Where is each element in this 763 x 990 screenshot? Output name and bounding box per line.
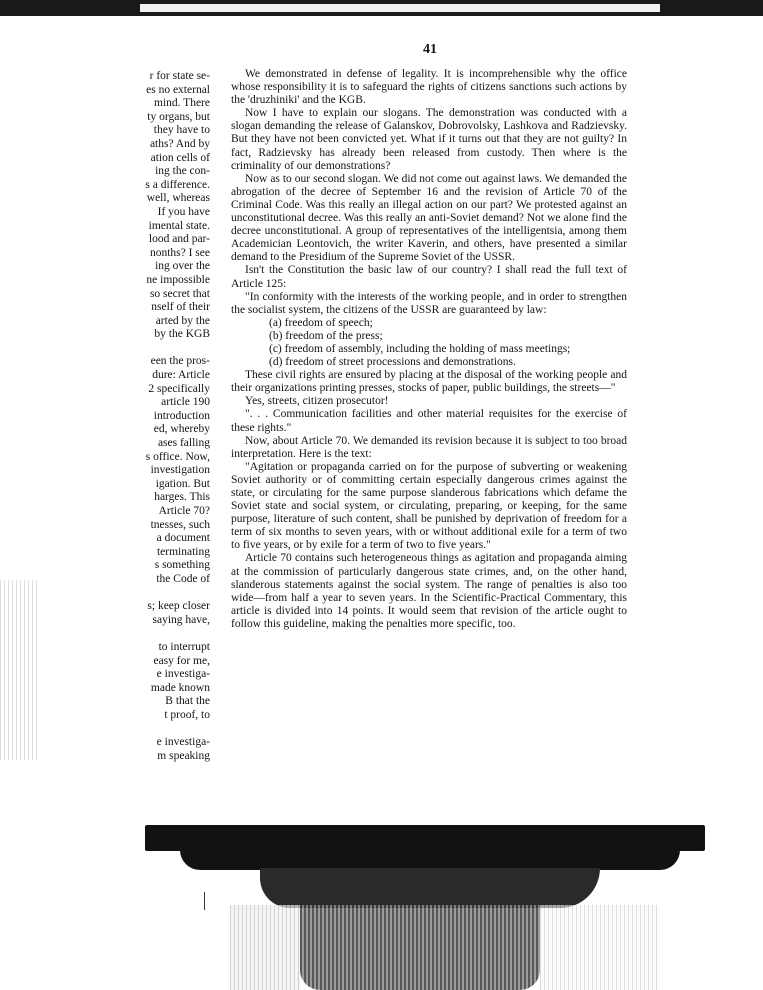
paragraph: We demonstrated in defense of legality. It is incomprehensible why the office whose responsibility it is to safeguard the rights of citizens sanctions such actions by the 'druzhiniki' and the KGB. <box>231 68 627 107</box>
left-column-line: ty organs, but <box>147 110 210 123</box>
left-column-gap <box>140 342 210 356</box>
left-column-line: e investiga- <box>156 736 210 749</box>
left-column-line: ne impossible <box>146 273 210 286</box>
scan-top-border-gap <box>140 4 660 12</box>
left-column-line: saying have, <box>152 613 210 626</box>
left-column-line: r for state se- <box>149 70 210 82</box>
paragraph: ". . . Communication facilities and other material requisites for the exercise of these rights." <box>231 408 627 434</box>
left-column-line: Article 70? <box>158 505 210 517</box>
left-column-line: nonths? I see <box>149 246 210 259</box>
left-column-line: e investiga- <box>156 668 210 681</box>
list-item: (a) freedom of speech; <box>269 316 373 329</box>
paragraph: Now, about Article 70. We demanded its revision because it is subject to too broad interpretation. Here is the text: <box>231 434 627 460</box>
left-column-line: made known <box>150 681 210 694</box>
left-column-line: t proof, to <box>164 708 210 721</box>
left-column-gap <box>140 627 210 641</box>
left-column-line: investigation <box>150 464 210 477</box>
left-column-line: well, whereas <box>146 192 210 205</box>
smear-streak <box>230 905 300 990</box>
left-column-line: ing over the <box>155 260 210 273</box>
paragraph: Isn't the Constitution the basic law of our country? I shall read the full text of Article 125: <box>231 264 627 290</box>
left-column-line: aths? And by <box>149 137 210 150</box>
left-column-line: nself of their <box>151 301 210 314</box>
list-item: (b) freedom of the press; <box>269 329 383 342</box>
left-column-line: s something <box>154 559 210 572</box>
left-column-line: ation cells of <box>150 151 210 164</box>
left-column-line: a document <box>156 532 210 545</box>
left-column-line: article 190 <box>161 396 210 409</box>
list-item: (d) freedom of street processions and demonstrations. <box>269 356 516 369</box>
left-column-gap <box>140 587 210 601</box>
left-column-line: es no external <box>146 83 210 96</box>
paragraph: These civil rights are ensured by placing at the disposal of the working people and their organizations printing presses, stocks of paper, public buildings, the streets—" <box>231 369 627 395</box>
left-column-line: s a difference. <box>145 178 210 191</box>
page-number: 41 <box>423 42 437 57</box>
paragraph: "In conformity with the interests of the working people, and in order to strengthen the socialist system, the citizens of the USSR are guaranteed by law: <box>231 290 627 316</box>
left-column-line: easy for me, <box>153 654 210 667</box>
left-column-line: ases falling <box>157 437 210 450</box>
left-column-line: so secret that <box>149 287 210 300</box>
left-column-line: B that the <box>165 695 210 708</box>
left-column-line: terminating <box>156 545 210 558</box>
left-column-line: the Code of <box>156 572 210 585</box>
left-column-line: ed, whereby <box>153 423 210 436</box>
scan-top-border <box>0 0 763 16</box>
left-column-line: mind. There <box>154 97 210 110</box>
left-column-line: lood and par- <box>148 233 210 246</box>
left-column-line: dure: Article <box>152 369 210 382</box>
scan-bottom-smear <box>0 780 763 990</box>
left-column-line: m speaking <box>157 749 210 762</box>
smear-band <box>260 868 600 908</box>
smear-streak <box>540 905 660 990</box>
left-column-line: arted by the <box>155 314 210 327</box>
left-column-line: If you have <box>157 205 210 218</box>
left-column-line: 2 specifically <box>148 382 210 395</box>
left-column-line: harges. This <box>154 491 210 504</box>
left-column-line: to interrupt <box>158 640 210 653</box>
paragraph: "Agitation or propaganda carried on for the purpose of subverting or weakening Soviet authority or of committing certain especially dangerous crimes against the state, or circulating for the same purpose slanderous fabrications which defame the Soviet state and social system, or circulating, preparing, or keeping, for the same purpose, literature of such content, shall be punished by deprivation of freedom for a term of six months to seven years, with or without additional exile for a term of two to five years, or by exile for a term of two to five years." <box>231 460 627 552</box>
list-item: (c) freedom of assembly, including the holding of mass meetings; <box>269 342 571 355</box>
main-text-column <box>231 68 627 631</box>
paragraph: Now as to our second slogan. We did not come out against laws. We demanded the abrogation of the decree of September 16 and the revision of Article 70 of the Criminal Code. Was this really an illegal action on our part? We protested against an unconstitutional decree. Was this really an anti-Soviet demand? Not we alone find the decree unconstitutional. A group of representatives of the intelligentsia, among them Academician Leontovich, the writer Kaverin, and others, have presented a similar demand to the Presidium of the Supreme Soviet of the USSR. <box>231 172 627 264</box>
scan-mark <box>204 892 205 910</box>
smear-band <box>180 850 680 870</box>
paragraph: Article 70 contains such heterogeneous things as agitation and propaganda aiming at the commission of particularly dangerous state crimes, and, on the other hand, slanderous statements against the social system. The range of penalties is also too wide—from half a year to seven years. In the Scientific-Practical Commentary, this article is divided into 14 points. It would seem that revision of the article ought to follow this guideline, making the penalties more specific, too. <box>231 552 627 630</box>
paragraph: Now I have to explain our slogans. The demonstration was conducted with a slogan demanding the release of Galanskov, Dobrovolsky, Lashkova and Radzievsky. But they have not been convicted yet. What if it turns out that they are not guilty? In fact, Radzievsky has already been released from custody. Then where is the criminality of our demonstrations? <box>231 107 627 172</box>
left-column-line: tnesses, such <box>150 518 210 531</box>
left-column-line: by the KGB <box>154 328 210 341</box>
left-column-line: introduction <box>153 409 210 422</box>
left-column-line: igation. But <box>155 477 210 490</box>
scan-noise <box>0 580 38 760</box>
left-column-line: they have to <box>153 124 210 137</box>
left-column-line: een the pros- <box>150 355 210 368</box>
smear-band <box>145 825 705 851</box>
paragraph: Yes, streets, citizen prosecutor! <box>245 395 389 408</box>
smear-streak <box>300 905 540 990</box>
left-column-line: imental state. <box>148 219 210 232</box>
left-column-line: ing the con- <box>155 165 210 178</box>
left-column-line: s office. Now, <box>145 450 210 463</box>
left-column-line: s; keep closer <box>147 600 210 613</box>
left-column-fragment <box>140 70 210 763</box>
left-column-gap <box>140 723 210 737</box>
